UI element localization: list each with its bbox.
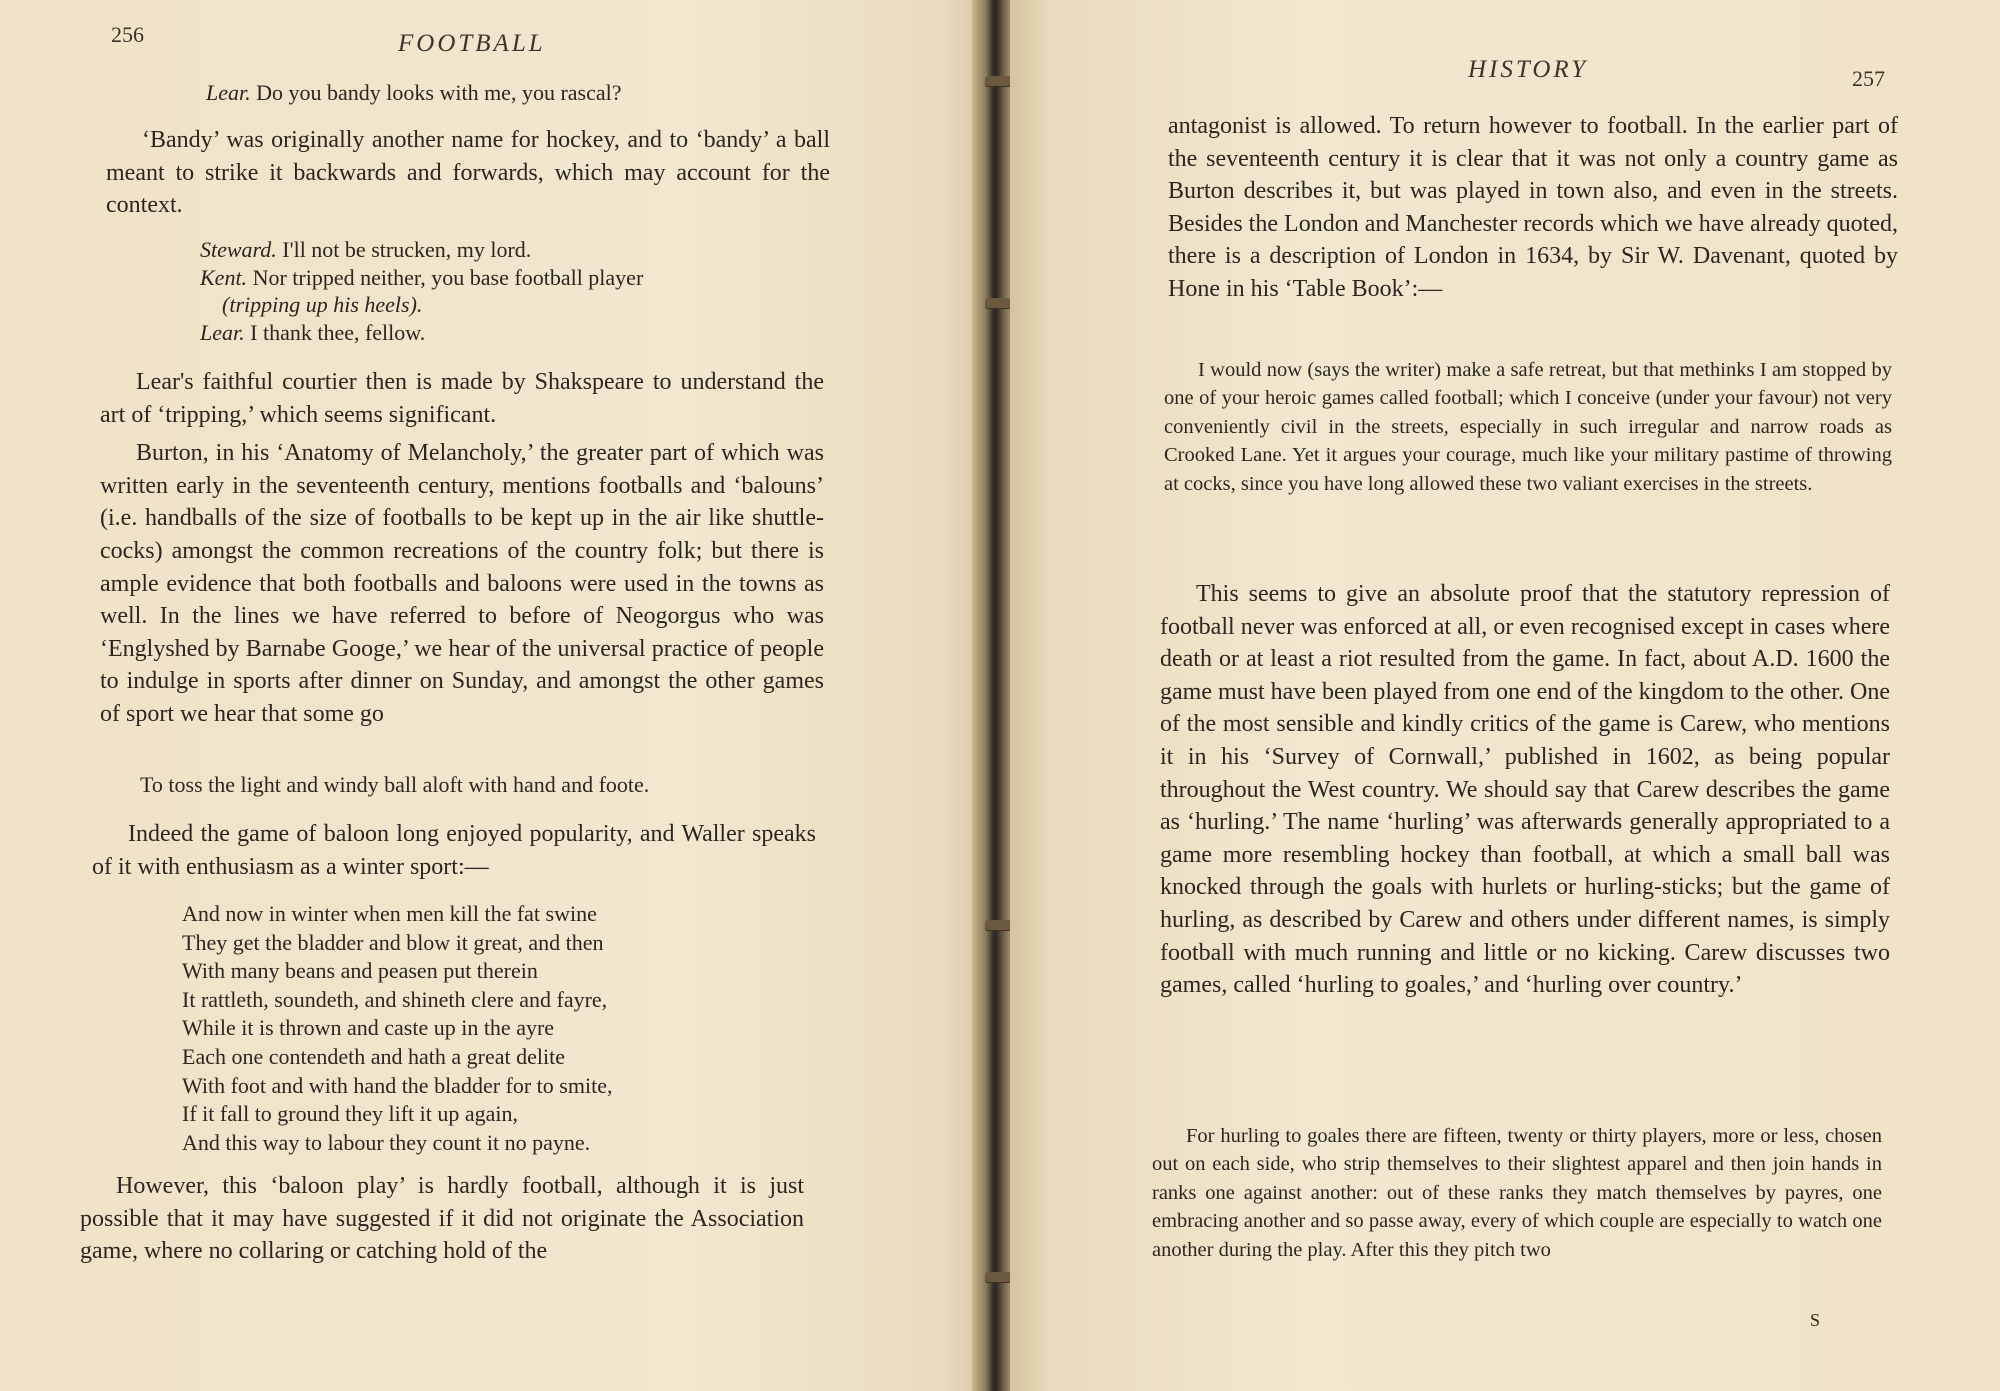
paragraph-proof: This seems to give an absolute proof that the statutory repression of football never was enforced at all, or even recognised except in cases where death or at least a riot resulted from the game. In fact, about A.D. 1600 the game must have been played from one end of the kingdom to the other. One of the most sensible and kindly critics of the game is Carew, who mentions it in his ‘Survey of Cornwall,’ published in 1602, as being popular throughout the West country. We should say that Carew describes the game as ‘hurling.’ The name ‘hurling’ was afterwards generally appropriated to a game more resembling hockey than football, at which a small ball was knocked through the goals with hurlets or hurling-sticks; but the game of hurling, as described by Carew and others under different names, is simply football with much running and little or no kicking. Carew discusses two games, called ‘hurling to goales,’ and ‘hurling over country.’	[1160, 581, 1890, 999]
paragraph-bandy: ‘Bandy’ was originally another name for hockey, and to ‘bandy’ a ball meant to strike it backwards and forwards, which may account for the context.	[106, 127, 830, 219]
paragraph-antagonist: antagonist is allowed. To return however to football. In the earlier part of the seventeenth century it is clear that it was not only a country game as Burton describes it, but was played in town also, and even in the streets. Besides the London and Manchester records which we have already quoted, there is a description of London in 1634, by Sir W. Davenant, quoted by Hone in his ‘Table Book’:—	[1168, 113, 1898, 302]
dialogue-line: (tripping up his heels).	[222, 292, 423, 317]
lear-line-text: Do you bandy looks with me, you rascal?	[256, 80, 622, 105]
spine-stitch	[985, 298, 1011, 308]
poem-block	[182, 900, 612, 1157]
poem-line: If it fall to ground they lift it up again,	[182, 1101, 519, 1127]
lear-line	[206, 80, 622, 106]
quote-davenant: I would now (says the writer) make a safe retreat, but that methinks I am stopped by one of your heroic games called football; which I conceive (under your favour) not very conveniently civil in the streets, especially in such irregular and narrow roads as Crooked Lane. Yet it argues your courage, much like your military pastime of throwing at cocks, since you have long allowed these two valiant exercises in the streets.	[1164, 359, 1892, 495]
poem-line: They get the bladder and blow it great, and then	[182, 929, 604, 955]
para-bandy-block	[106, 124, 830, 228]
para-proof-block	[1160, 578, 1890, 1008]
para-however-block	[80, 1170, 804, 1274]
poem-line: And this way to labour they count it no payne.	[182, 1129, 591, 1155]
poem-line: It rattleth, soundeth, and shineth clere and fayre,	[182, 986, 608, 1012]
para-antagonist-block	[1168, 110, 1898, 312]
dialogue-line: Steward. I'll not be strucken, my lord.	[200, 237, 532, 262]
para-courtier-block	[100, 366, 824, 737]
poem-line: With many beans and peasen put therein	[182, 958, 538, 984]
speaker-lear: Lear.	[206, 80, 251, 105]
quote-carew-block	[1152, 1122, 1882, 1264]
page-number: 256	[111, 22, 144, 47]
signature-mark: S	[1810, 1310, 1822, 1330]
spine-stitch	[985, 76, 1011, 86]
paragraph-courtier: Lear's faithful courtier then is made by Shakspeare to understand the art of ‘tripping,’ which seems significant.	[100, 369, 824, 428]
poem-line: With foot and with hand the bladder for to smite,	[182, 1072, 613, 1098]
dialogue-block	[200, 236, 643, 346]
toss-line: To toss the light and windy ball aloft with hand and foote.	[140, 772, 650, 797]
para-baloon-block	[92, 818, 816, 889]
paragraph-burton: Burton, in his ‘Anatomy of Melancholy,’ the greater part of which was written early in the seventeenth century, mentions footballs and ‘balouns’ (i.e. handballs of the size of footballs to be kept up in the air like shuttle-cocks) amongst the common recreations of the country folk; but there is ample evidence that both footballs and baloons were used in the towns as well. In the lines we have referred to before of Neogorgus who was ‘Englyshed by Barnabe Googe,’ we hear of the universal practice of people to indulge in sports after dinner on Sunday, and amongst the other games of sport we hear that some go	[100, 440, 824, 727]
poem-line: While it is thrown and caste up in the ayre	[182, 1015, 555, 1041]
left-page	[0, 0, 985, 1391]
quote-carew: For hurling to goales there are fifteen, twenty or thirty players, more or less, chosen out on each side, who strip themselves to their slightest apparel and then join hands in ranks one against another: out of these ranks they match themselves by payres, one embracing another and so passe away, every of which couple are especially to watch one another during the play. After this they pitch two	[1152, 1125, 1882, 1261]
right-page	[1010, 0, 2000, 1391]
poem-line: Each one contendeth and hath a great delite	[182, 1043, 565, 1069]
poem-line: And now in winter when men kill the fat swine	[182, 901, 597, 926]
spine-stitch	[985, 1272, 1011, 1282]
running-head: HISTORY	[1468, 56, 1589, 83]
running-head: FOOTBALL	[398, 30, 546, 57]
page-number: 257	[1852, 66, 1885, 91]
spine-stitch	[985, 920, 1011, 930]
quote-davenant-block	[1164, 356, 1892, 498]
dialogue-line: Lear. I thank thee, fellow.	[200, 319, 426, 345]
paragraph-baloon: Indeed the game of baloon long enjoyed popularity, and Waller speaks of it with enthusiasm as a winter sport:—	[92, 821, 816, 880]
dialogue-line: Kent. Nor tripped neither, you base football player	[200, 264, 644, 290]
paragraph-however: However, this ‘baloon play’ is hardly football, although it is just possible that it may have suggested if it did not originate the Association game, where no collaring or catching hold of the	[80, 1173, 804, 1265]
